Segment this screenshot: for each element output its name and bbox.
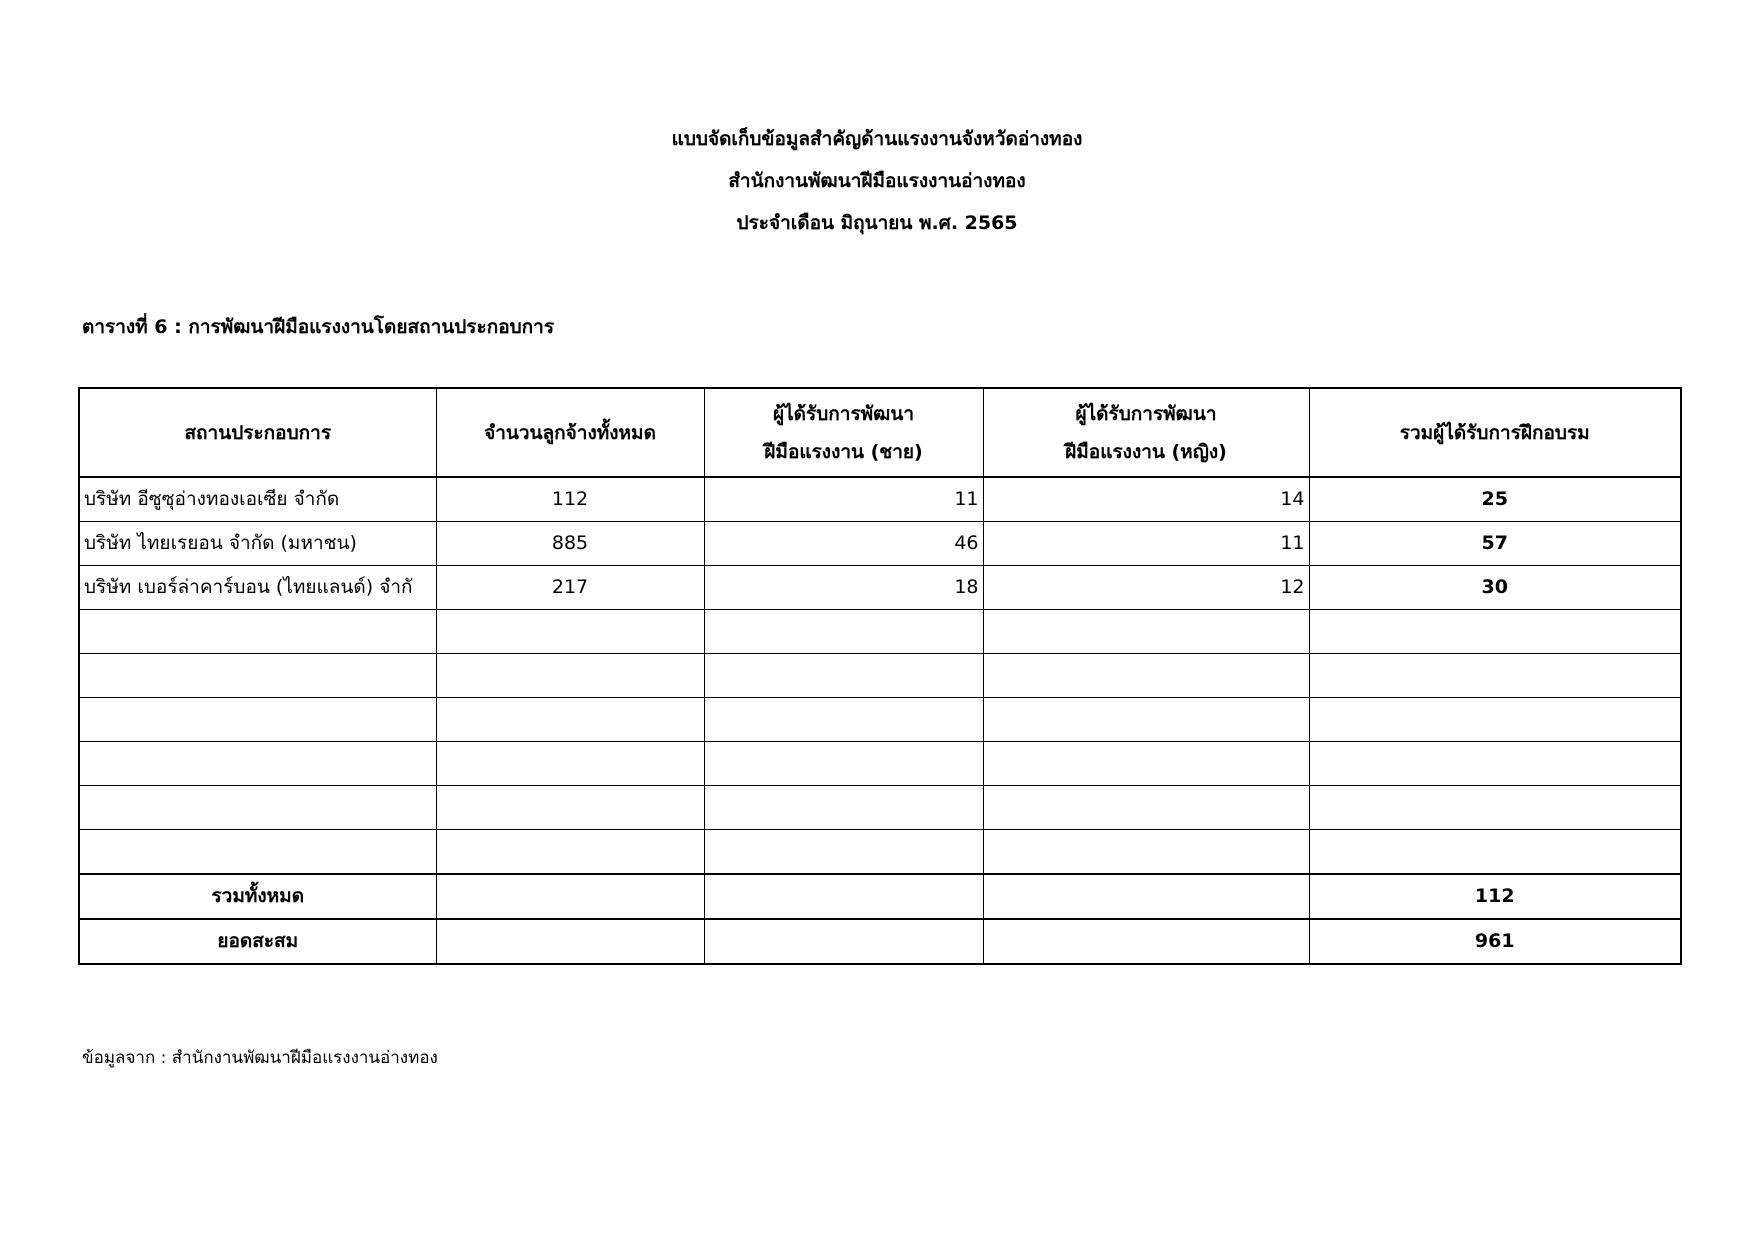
cumulative-row <box>79 919 1681 964</box>
empty-cell <box>1309 698 1681 742</box>
cell-total: 30 <box>1309 566 1681 610</box>
col-header-employees: จำนวนลูกจ้างทั้งหมด <box>436 388 704 477</box>
col-header-male <box>704 388 983 477</box>
table-row <box>79 522 1681 566</box>
col-header-female <box>983 388 1309 477</box>
cell-establishment: บริษัท ไทยเรยอน จำกัด (มหาชน) <box>79 522 436 566</box>
document-header <box>0 118 1754 244</box>
empty-cell <box>79 654 436 698</box>
empty-cell <box>704 698 983 742</box>
empty-cell <box>436 742 704 786</box>
empty-cell <box>983 919 1309 964</box>
header-period: ประจำเดือน มิถุนายน พ.ศ. 2565 <box>736 212 1018 234</box>
col-header-male-line2: ฝีมือแรงงาน (ชาย) <box>764 440 923 463</box>
cell-total: 57 <box>1309 522 1681 566</box>
cell-employees: 112 <box>436 477 704 522</box>
empty-row <box>79 830 1681 875</box>
empty-cell <box>704 742 983 786</box>
empty-cell <box>79 830 436 875</box>
empty-cell <box>79 698 436 742</box>
table-row <box>79 477 1681 522</box>
cell-establishment: บริษัท อีซูซุอ่างทองเอเซีย จำกัด <box>79 477 436 522</box>
col-header-total: รวมผู้ได้รับการฝึกอบรม <box>1309 388 1681 477</box>
empty-cell <box>436 874 704 919</box>
col-header-establishment: สถานประกอบการ <box>79 388 436 477</box>
empty-row <box>79 698 1681 742</box>
col-header-male-line1: ผู้ได้รับการพัฒนา <box>772 402 914 425</box>
grand-total-row <box>79 874 1681 919</box>
empty-cell <box>983 830 1309 875</box>
cumulative-value: 961 <box>1309 919 1681 964</box>
empty-cell <box>704 786 983 830</box>
empty-cell <box>436 786 704 830</box>
empty-cell <box>436 830 704 875</box>
col-header-female-line1: ผู้ได้รับการพัฒนา <box>1075 402 1217 425</box>
grand-total-value: 112 <box>1309 874 1681 919</box>
empty-cell <box>1309 742 1681 786</box>
cell-male: 46 <box>704 522 983 566</box>
cell-employees: 217 <box>436 566 704 610</box>
empty-cell <box>704 830 983 875</box>
col-header-female-line2: ฝีมือแรงงาน (หญิง) <box>1065 440 1227 463</box>
empty-cell <box>1309 786 1681 830</box>
empty-row <box>79 786 1681 830</box>
empty-cell <box>1309 610 1681 654</box>
empty-cell <box>704 654 983 698</box>
empty-cell <box>79 610 436 654</box>
empty-cell <box>983 654 1309 698</box>
empty-row <box>79 742 1681 786</box>
header-office: สำนักงานพัฒนาฝีมือแรงงานอ่างทอง <box>728 170 1026 192</box>
cell-establishment: บริษัท เบอร์ล่าคาร์บอน (ไทยแลนด์) จำกั <box>79 566 436 610</box>
cell-female: 14 <box>983 477 1309 522</box>
grand-total-label: รวมทั้งหมด <box>79 874 436 919</box>
cumulative-label: ยอดสะสม <box>79 919 436 964</box>
empty-row <box>79 654 1681 698</box>
empty-cell <box>436 654 704 698</box>
empty-cell <box>1309 654 1681 698</box>
empty-cell <box>1309 830 1681 875</box>
table-title: ตารางที่ 6 : การพัฒนาฝีมือแรงงานโดยสถานประกอบการ <box>82 316 555 338</box>
header-title: แบบจัดเก็บข้อมูลสำคัญด้านแรงงานจังหวัดอ่างทอง <box>671 128 1083 150</box>
empty-cell <box>983 610 1309 654</box>
cell-female: 11 <box>983 522 1309 566</box>
empty-cell <box>436 698 704 742</box>
table-header-row <box>79 388 1681 477</box>
empty-cell <box>983 874 1309 919</box>
cell-female: 12 <box>983 566 1309 610</box>
table-row <box>79 566 1681 610</box>
empty-cell <box>79 786 436 830</box>
empty-cell <box>983 742 1309 786</box>
empty-cell <box>983 786 1309 830</box>
empty-cell <box>79 742 436 786</box>
empty-cell <box>436 610 704 654</box>
empty-cell <box>704 919 983 964</box>
empty-cell <box>983 698 1309 742</box>
cell-male: 18 <box>704 566 983 610</box>
data-source-note: ข้อมูลจาก : สำนักงานพัฒนาฝีมือแรงงานอ่างทอง <box>82 1048 438 1068</box>
empty-cell <box>704 610 983 654</box>
empty-cell <box>704 874 983 919</box>
empty-cell <box>436 919 704 964</box>
cell-employees: 885 <box>436 522 704 566</box>
empty-row <box>79 610 1681 654</box>
cell-male: 11 <box>704 477 983 522</box>
cell-total: 25 <box>1309 477 1681 522</box>
training-table <box>78 387 1682 965</box>
